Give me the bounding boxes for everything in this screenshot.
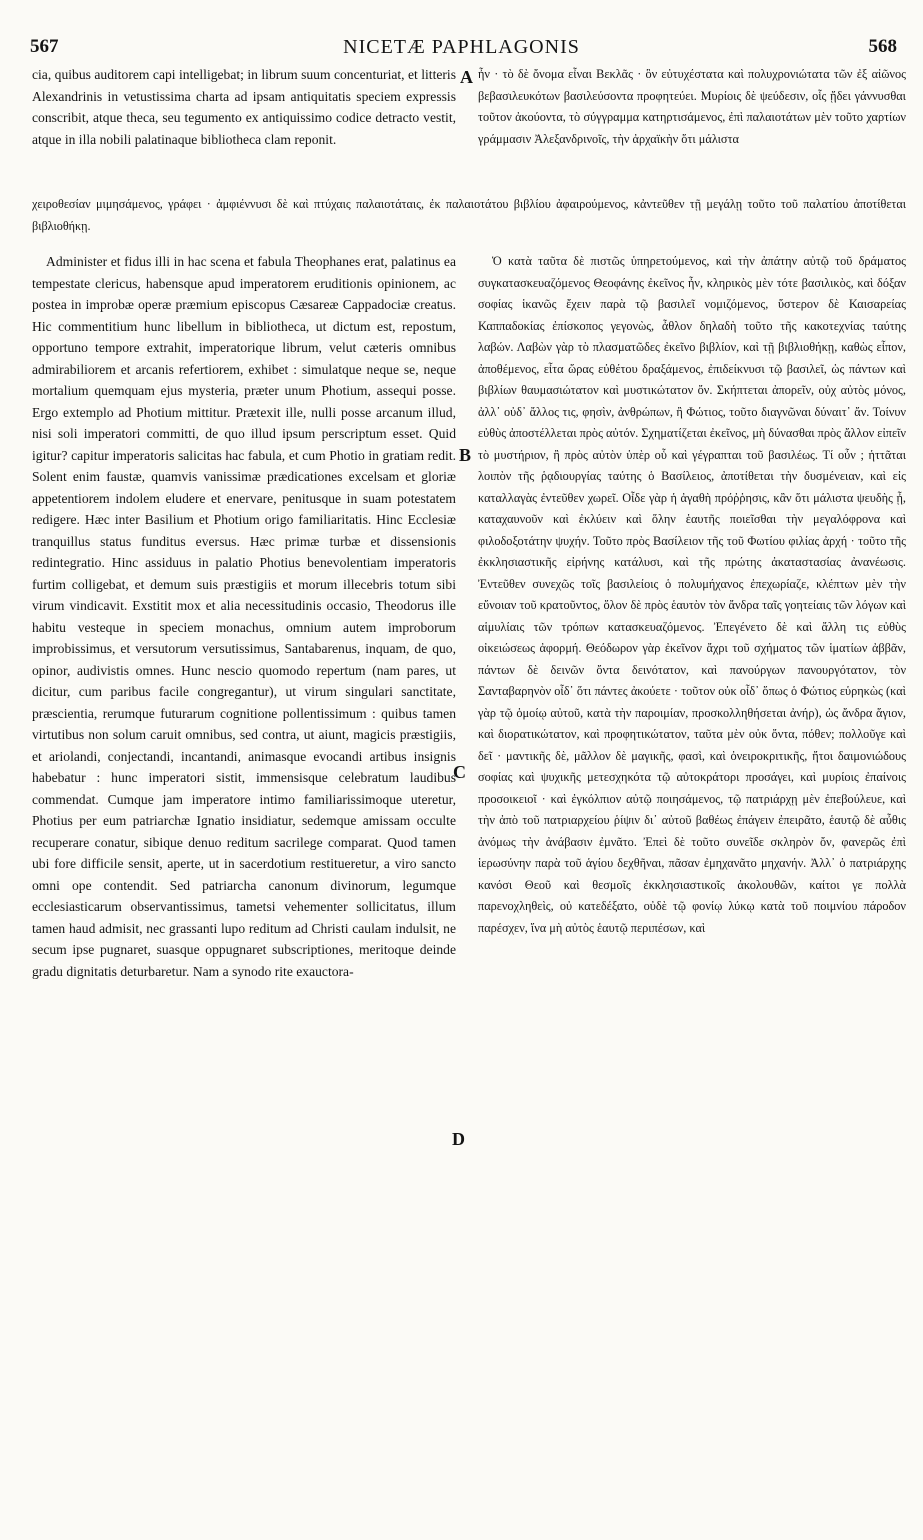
page-header xyxy=(22,36,901,62)
page-number-right: 568 xyxy=(868,36,897,57)
latin-column-main xyxy=(32,251,456,1521)
latin-paragraph-top: cia, quibus auditorem capi intelligebat; in librum suum concenturiat, et litteris Alexandrinis in vetustissima charta ad ipsam antiquitatis speciem expressis conscribit, atque theca, seu tegumento ex antiquissimo codice detracto vestit, atque in illa nobili palatinaque bibliotheca clam reponit. xyxy=(32,67,456,147)
greek-paragraph-top: ἦν · τὸ δὲ ὄνομα εἶναι Βεκλᾶς · ὃν εὐτυχέστατα καὶ πολυχρονιώτατα τῶν ἐξ αἰῶνος βεβασιλευκότων βασιλεύσοντα προφητεύει. Μυρίοις δὲ ψεύδεσιν, οἷς ᾔδει γάννυσθαι τοῦτον ἀκούοντα, τὸ σύγγραμμα κατηρτισάμενος, ἐπὶ παλαιοτάτων μὲν τοῦτο χαρτίων γράμμασιν Ἀλεξανδρινοῖς, τὴν ἀρχαϊκὴν ὅτι μάλιστα xyxy=(478,67,906,146)
margin-marker-b: B xyxy=(459,445,472,465)
margin-marker-d: D xyxy=(452,1129,465,1149)
greek-column-top xyxy=(478,64,906,194)
greek-full-width-text: χειροθεσίαν μιμησάμενος, γράφει · ἀμφιέννυσι δὲ καὶ πτύχαις παλαιοτάταις, ἐκ παλαιοτάτου βιβλίου ἀφαιρούμενος, κἀντεῦθεν τῇ μεγάλῃ τοῦτο τοῦ παλατίου ἀποτίθεται βιβλιοθήκῃ. xyxy=(32,197,906,233)
greek-full-width-block xyxy=(32,194,906,238)
page-number-left: 567 xyxy=(30,36,59,57)
greek-column-main xyxy=(478,251,906,1521)
running-title: NICETÆ PAPHLAGONIS xyxy=(343,36,580,58)
latin-paragraph-main: Administer et fidus illi in hac scena et fabula Theophanes erat, palatinus ea tempestate clericus, habensque apud imperatorem eruditionis opinionem, ac postea in improbæ operæ præmium episcopus Cæsareæ Cappadociæ creatus. Hic commentitium hunc libellum in bibliotheca, ut dictum est, repostum, opportuno tempore extrahit, imperatorique librum, velut cæteris omnibus admirabiliorem et arcanis refertiorem, exhibet : simulatque neque se, neque mortalium quemquam ejus mysteria, præter unum Photium, assequi posse. Ergo extemplo ad Photium mittitur. Prætexit ille, nulli posse arcanum illud, nisi soli imperatori committi, de quo illud ipsum perscriptum esset. Quid igitur? capitur imperatoris salicitas hac fabula, et cum Photio in gratiam redit. Solent enim faustæ, quamvis vanissimæ prædicationes excelsam et gloriæ appetentiorem indolem eludere et enervare, penitusque in suam potestatem redigere. Hæc inter Basilium et Photium origo familiaritatis. Hinc Ecclesiæ tranquillus status funditus eversus. Hæc primæ turbæ et dissensionis redintegratio. Hinc assiduus in palatio Photius benevolentiam imperatoris furtim colligebat, et demum suis præstigiis et morum illecebris totum sibi virum vindicavit. Exstitit mox et alia necessitudinis occasio, Theodorus ille habitu vesteque in speciem monachus, omnium autem improborum improbissimus, et versutorum versutissimus, Santabarenus, inquam, de quo, opinor, audivistis omnes. Hunc nescio quomodo repertum (nam pares, ut dicitur, cum paribus facile congregantur), ut virum singulari sanctitate, præscientia, rerumque futurarum cognitione pollentissimum : quibus tamen virtutibus non solum caruit omnibus, sed contra, ut aiunt, magicis præstigiis, et ariolandi, conjectandi, incantandi, animasque evocandi artibus insignis habebatur : hunc imperatori sistit, immensisque celebratum laudibus commendat. Cumque jam imperatore intimo familiarissimoque uteretur, Photius per eum patriarchæ Ignatio insidiatur, sedemque amissam occulte recuperare conatur, sibique denuo reditum sacrilege comparat. Quod tamen ubi fore difficile sensit, aperte, ut in sacerdotium restitueretur, a viro sancto omni ope contendit. Sed patriarcha canonum divinorum, legumque ecclesiasticarum observantissimus, tametsi vehementer sollicitatus, illum tamen haud admisit, nec grassanti lupo reditum ad Christi caulam indulsit, ne secum ipse pugnaret, suasque oppugnaret subscriptiones, meritoque deinde gradu dignitatis deturbaretur. Nam a synodo rite exauctora- xyxy=(32,254,456,979)
latin-column-top xyxy=(32,64,456,194)
greek-paragraph-main: Ὁ κατὰ ταῦτα δὲ πιστῶς ὑπηρετούμενος, καὶ τὴν ἀπάτην αὐτῷ τοῦ δράματος συγκατασκευαζόμενος Θεοφάνης ἐκεῖνος ἦν, κληρικὸς μὲν τότε βασιλικὸς, καὶ δόξαν σοφίας ἱκανῶς ἔχειν παρὰ τῷ βασιλεῖ νομιζόμενος, ὕστερον δὲ Καισαρείας Καππαδοκίας ἐπίσκοπος γεγονὼς, ἆθλον δηλαδὴ τοῦτο τῆς κακοτεχνίας ταύτης λαβών. Λαβὼν γὰρ τὸ πλασματῶδες ἐκεῖνο βιβλίον, καὶ τῇ βιβλιοθήκῃ, καθὼς εἶπον, ἀποθέμενος, εἶτα ὥρας εὐθέτου δραξάμενος, ἐπιδείκνυσι τῷ βασιλεῖ, ὡς πάντων καὶ βιβλίων θαυμασιώτατον καὶ μυστικώτατον ὄν. Σκήπτεται ἀπορεῖν, οὐχ αὐτὸς μόνος, ἀλλ᾽ οὐδ᾽ ἄλλος τις, φησὶν, ἀνθρώπων, ἢ Φώτιος, τοῦτο διαγνῶναι δύναιτ᾽ ἄν. Τοίνυν εὐθὺς ἀποστέλλεται πρὸς αὐτόν. Σχηματίζεται ἐκεῖνος, μὴ δύνασθαι πρὸς ἄλλον εἰπεῖν τὸ μυστήριον, ἢ πρὸς αὐτὸν ὑπὲρ οὗ καὶ γέγραπται τοῦ βασιλέως. Τί οὖν ; ἡττᾶται λοιπὸν τῆς ῥᾳδιουργίας ταύτης ὁ Βασίλειος, ἀποτίθεται τὴν δυσμένειαν, καὶ εἰς καταλλαγὰς ἐντεῦθεν χωρεῖ. Οἶδε γὰρ ἡ ἀγαθὴ πρόῤῥησις, κἂν ὅτι μάλιστα ψευδὴς ᾖ, καταχαυνοῦν καὶ ἐκλύειν καὶ ὅλην ἑαυτῆς ποιεῖσθαι τὴν μεγαλόφρονα καὶ φιλοδοξοτάτην ψυχήν. Τοῦτο πρὸς Βασίλειον τῆς τοῦ Φωτίου φιλίας ἀρχή · τοῦτο τῆς ἐκκλησιαστικῆς εἰρήνης κατάλυσι, καὶ τῆς πρώτης ἀκαταστασίας ἀνανέωσις. Ἐντεῦθεν συνεχῶς τοῖς βασιλείοις ὁ πολυμήχανος ἐπεχωρίαζε, κλέπτων μὲν τὴν εὔνοιαν τοῦ κρατοῦντος, ὅλον δὲ πρὸς ἑαυτὸν τὸν ἄνδρα ταῖς γοητείαις τῶν λόγων καὶ αἱμυλίαις τῶν τρόπων κατασκευαζόμενος. Ἐπεγένετο δὲ καὶ ἄλλη τις εὐθὺς οἰκειώσεως ἀφορμή. Θεόδωρον γὰρ ἐκεῖνον ἄχρι τοῦ σχήματος τῶν ἱματίων ἀββᾶν, πάντων δὲ δεινῶν ὄντα δεινότατον, καὶ πανούργων πανουργότατον, τὸν Σανταβαρηνὸν οἶδ᾽ ὅτι πάντες ἀκούετε · τοῦτον οὐκ οἶδ᾽ ὅπως ὁ Φώτιος εὑρηκὼς (καὶ γὰρ τῷ ὁμοίῳ αὐτοῦ, κατὰ τὴν παροιμίαν, προσκολληθήσεται ἀνήρ), ὡς ἄνδρα ἅγιον, καὶ διορατικώτατον, καὶ προφητικώτατον, ταῦτα μὲν οὐκ ὄντα, πόθεν; πολλοῦγε καὶ δεῖ · μαντικῆς δὲ, μᾶλλον δὲ μαγικῆς, φασὶ, καὶ ὀνειροκριτικῆς, ἤτοι δαιμονιώδους σοφίας καὶ ψυχικῆς μετεσχηκότα τῷ αὐτοκράτορι προσάγει, καὶ μυρίοις ἐπαίνοις προσοικειοῖ · καὶ ἐγκόλπιον αὐτῷ ποιησάμενος, τῷ πατριάρχῃ μὲν ἐπεβούλευε, καὶ τὴν ἀπὸ τοῦ πατριαρχείου ῥίψιν δι᾽ αὐτοῦ βαθέως ἐπάγειν ἐπειρᾶτο, ἑαυτῷ δὲ αὖθις ἀνόμως τὴν ἀνάβασιν ἐμνᾶτο. Ἐπεὶ δὲ τοῦτο συνεῖδε σκληρὸν ὄν, φανερῶς ἐπὶ ἱερωσύνην παρὰ τοῦ ἁγίου δεχθῆναι, πᾶσαν ἐμηχανᾶτο μηχανήν. Ἀλλ᾽ ὁ πατριάρχης κανόσι Θεοῦ καὶ θεσμοῖς ἐκκλησιαστικοῖς ἀκολουθῶν, καίτοι γε πολλὰ παρενοχληθεὶς, οὐ κατεδέξατο, οὐδὲ τῷ φονίῳ λύκῳ κατὰ τοῦ ποιμνίου πάροδον παρέσχεν, ἵνα μὴ αὐτὸς ἑαυτῷ περιπέσων, καὶ xyxy=(478,254,906,935)
margin-marker-c: C xyxy=(453,762,466,782)
margin-marker-a: A xyxy=(460,67,473,87)
